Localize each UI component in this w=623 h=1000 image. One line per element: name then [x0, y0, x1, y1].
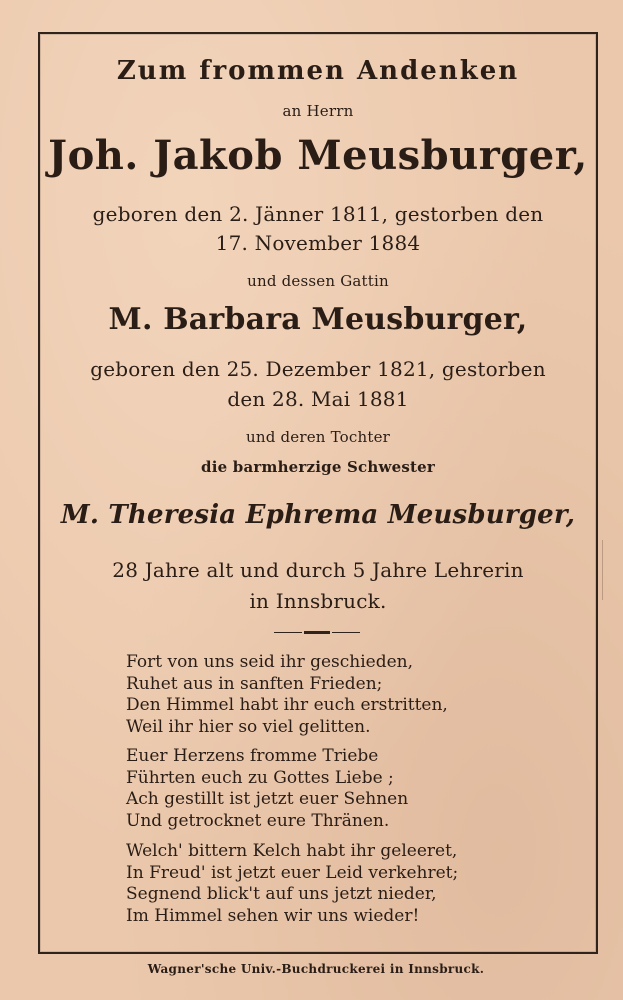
poem-line: Welch' bittern Kelch habt ihr geleeret,: [126, 841, 458, 861]
poem-stanza-2: [126, 746, 546, 832]
an-herrn-text: an Herrn: [282, 102, 354, 120]
poem-line: Ruhet aus in sanften Frieden;: [126, 673, 383, 694]
paper-crease-mark: [602, 540, 603, 600]
husband-dates-line-1: geboren den 2. Jänner 1811, gestorben den: [92, 202, 544, 226]
daughter-name: M. Theresia Ephrema Meusburger,: [60, 500, 576, 530]
card-heading: Zum frommen Andenken: [116, 56, 520, 86]
wife-name: M. Barbara Meusburger,: [108, 302, 528, 337]
poem-line: Und getrocknet eure Thränen.: [126, 810, 390, 831]
poem-line: Weil ihr hier so viel gelitten.: [126, 716, 371, 737]
daughter-info-line-2: in Innsbruck.: [249, 589, 387, 613]
and-wife-text: und dessen Gattin: [247, 272, 389, 290]
poem-line: Im Himmel sehen wir uns wieder!: [126, 905, 420, 926]
husband-dates-line-2: 17. November 1884: [215, 231, 421, 255]
wife-dates-line-2: den 28. Mai 1881: [227, 387, 409, 411]
poem-line: Euer Herzens fromme Triebe: [126, 746, 379, 766]
poem-line: Den Himmel habt ihr euch erstritten,: [126, 695, 448, 715]
poem-line: Segnend blick't auf uns jetzt nieder,: [126, 884, 437, 904]
poem-line: Führten euch zu Gottes Liebe ;: [126, 767, 394, 788]
poem-line: In Freud' ist jetzt euer Leid verkehret;: [126, 862, 459, 883]
poem-stanza-3: [126, 841, 546, 927]
poem-line: Ach gestillt ist jetzt euer Sehnen: [126, 789, 409, 809]
poem-line: Fort von uns seid ihr geschieden,: [126, 652, 414, 672]
poem-stanza-1: [126, 652, 546, 738]
husband-name: Joh. Jakob Meusburger,: [48, 132, 588, 179]
ornamental-divider: [274, 631, 360, 634]
daughter-info-line-1: 28 Jahre alt und durch 5 Jahre Lehrerin: [112, 558, 524, 582]
wife-dates-line-1: geboren den 25. Dezember 1821, gestorben: [90, 357, 546, 381]
and-daughter-text: und deren Tochter: [245, 428, 391, 446]
sister-title: die barmherzige Schwester: [201, 458, 435, 476]
printer-credit: Wagner'sche Univ.-Buchdruckerei in Innsbruck.: [147, 962, 485, 976]
